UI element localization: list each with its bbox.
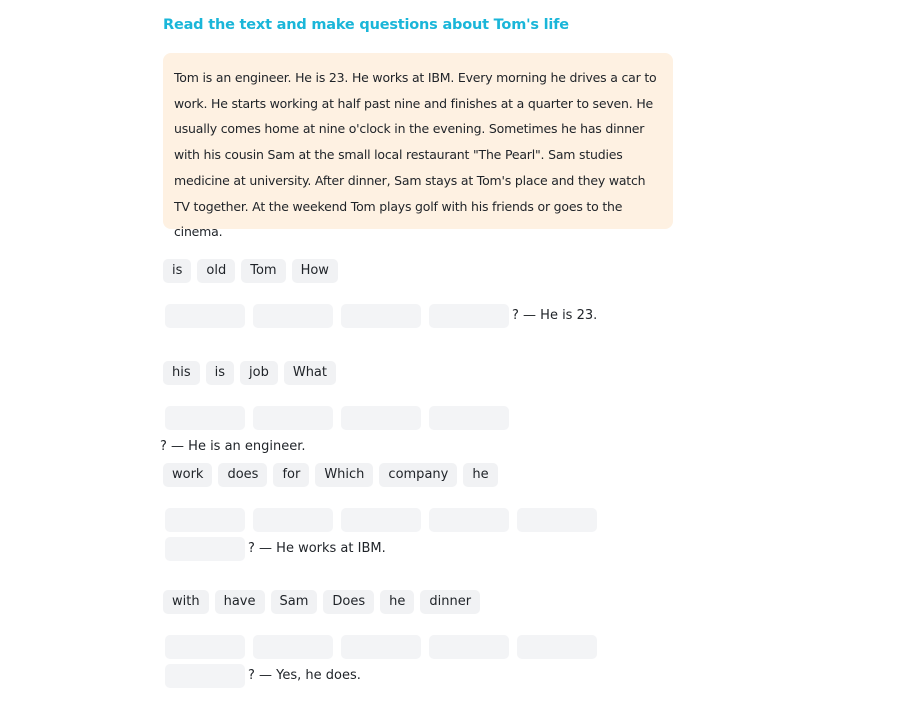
answer-slot[interactable]	[253, 635, 333, 659]
answer-slot[interactable]	[429, 304, 509, 328]
answer-slot[interactable]	[253, 406, 333, 430]
word-chip[interactable]: dinner	[420, 590, 480, 614]
answer-slot[interactable]	[429, 406, 509, 430]
question-1	[163, 259, 598, 323]
word-chip[interactable]: Sam	[271, 590, 318, 614]
answer-slot[interactable]	[429, 635, 509, 659]
word-chip[interactable]: with	[163, 590, 209, 614]
word-chip[interactable]: does	[218, 463, 267, 487]
word-chip[interactable]: is	[206, 361, 234, 385]
answer-slot[interactable]	[165, 406, 245, 430]
answer-slot[interactable]	[341, 508, 421, 532]
word-chip[interactable]: have	[215, 590, 265, 614]
answer-text: ? — Yes, he does.	[248, 668, 361, 683]
word-chip[interactable]: job	[240, 361, 278, 385]
exercise-title: Read the text and make questions about Tom's life	[163, 17, 569, 33]
answer-slot[interactable]	[165, 508, 245, 532]
word-bank	[163, 361, 336, 385]
word-chip[interactable]: is	[163, 259, 191, 283]
word-bank	[163, 463, 498, 487]
answer-slot[interactable]	[165, 664, 245, 688]
answer-slot[interactable]	[341, 406, 421, 430]
word-chip[interactable]: How	[292, 259, 338, 283]
answer-slot[interactable]	[517, 508, 597, 532]
word-chip[interactable]: company	[379, 463, 457, 487]
answer-text: ? — He is 23.	[512, 308, 598, 323]
answer-row	[165, 508, 625, 561]
word-chip[interactable]: work	[163, 463, 212, 487]
word-bank	[163, 590, 480, 614]
question-2	[160, 361, 336, 454]
question-4	[163, 590, 480, 683]
word-chip[interactable]: for	[273, 463, 309, 487]
answer-slot[interactable]	[429, 508, 509, 532]
word-chip[interactable]: he	[380, 590, 414, 614]
reading-text: Tom is an engineer. He is 23. He works at IBM. Every morning he drives a car to work. He starts working at half past nine and finishes at a quarter to seven. He usually comes home at nine o'clock in the evening. Sometimes he has dinner with his cousin Sam at the small local restaurant "The Pearl". Sam studies medicine at university. After dinner, Sam stays at Tom's place and they watch TV together. At the weekend Tom plays golf with his friends or goes to the cinema.	[163, 53, 673, 229]
answer-text: ? — He works at IBM.	[248, 541, 386, 556]
answer-row	[160, 406, 625, 459]
answer-slot[interactable]	[165, 635, 245, 659]
word-chip[interactable]: Tom	[241, 259, 285, 283]
word-bank	[163, 259, 338, 283]
answer-slot[interactable]	[341, 304, 421, 328]
answer-row	[165, 635, 625, 688]
answer-slot[interactable]	[165, 537, 245, 561]
word-chip[interactable]: Does	[323, 590, 374, 614]
answer-slot[interactable]	[165, 304, 245, 328]
word-chip[interactable]: old	[197, 259, 235, 283]
answer-slot[interactable]	[341, 635, 421, 659]
answer-row	[165, 304, 625, 328]
answer-text: ? — He is an engineer.	[160, 439, 306, 454]
word-chip[interactable]: he	[463, 463, 497, 487]
answer-slot[interactable]	[517, 635, 597, 659]
question-3	[163, 463, 498, 556]
word-chip[interactable]: his	[163, 361, 200, 385]
word-chip[interactable]: What	[284, 361, 336, 385]
answer-slot[interactable]	[253, 508, 333, 532]
answer-slot[interactable]	[253, 304, 333, 328]
word-chip[interactable]: Which	[315, 463, 373, 487]
